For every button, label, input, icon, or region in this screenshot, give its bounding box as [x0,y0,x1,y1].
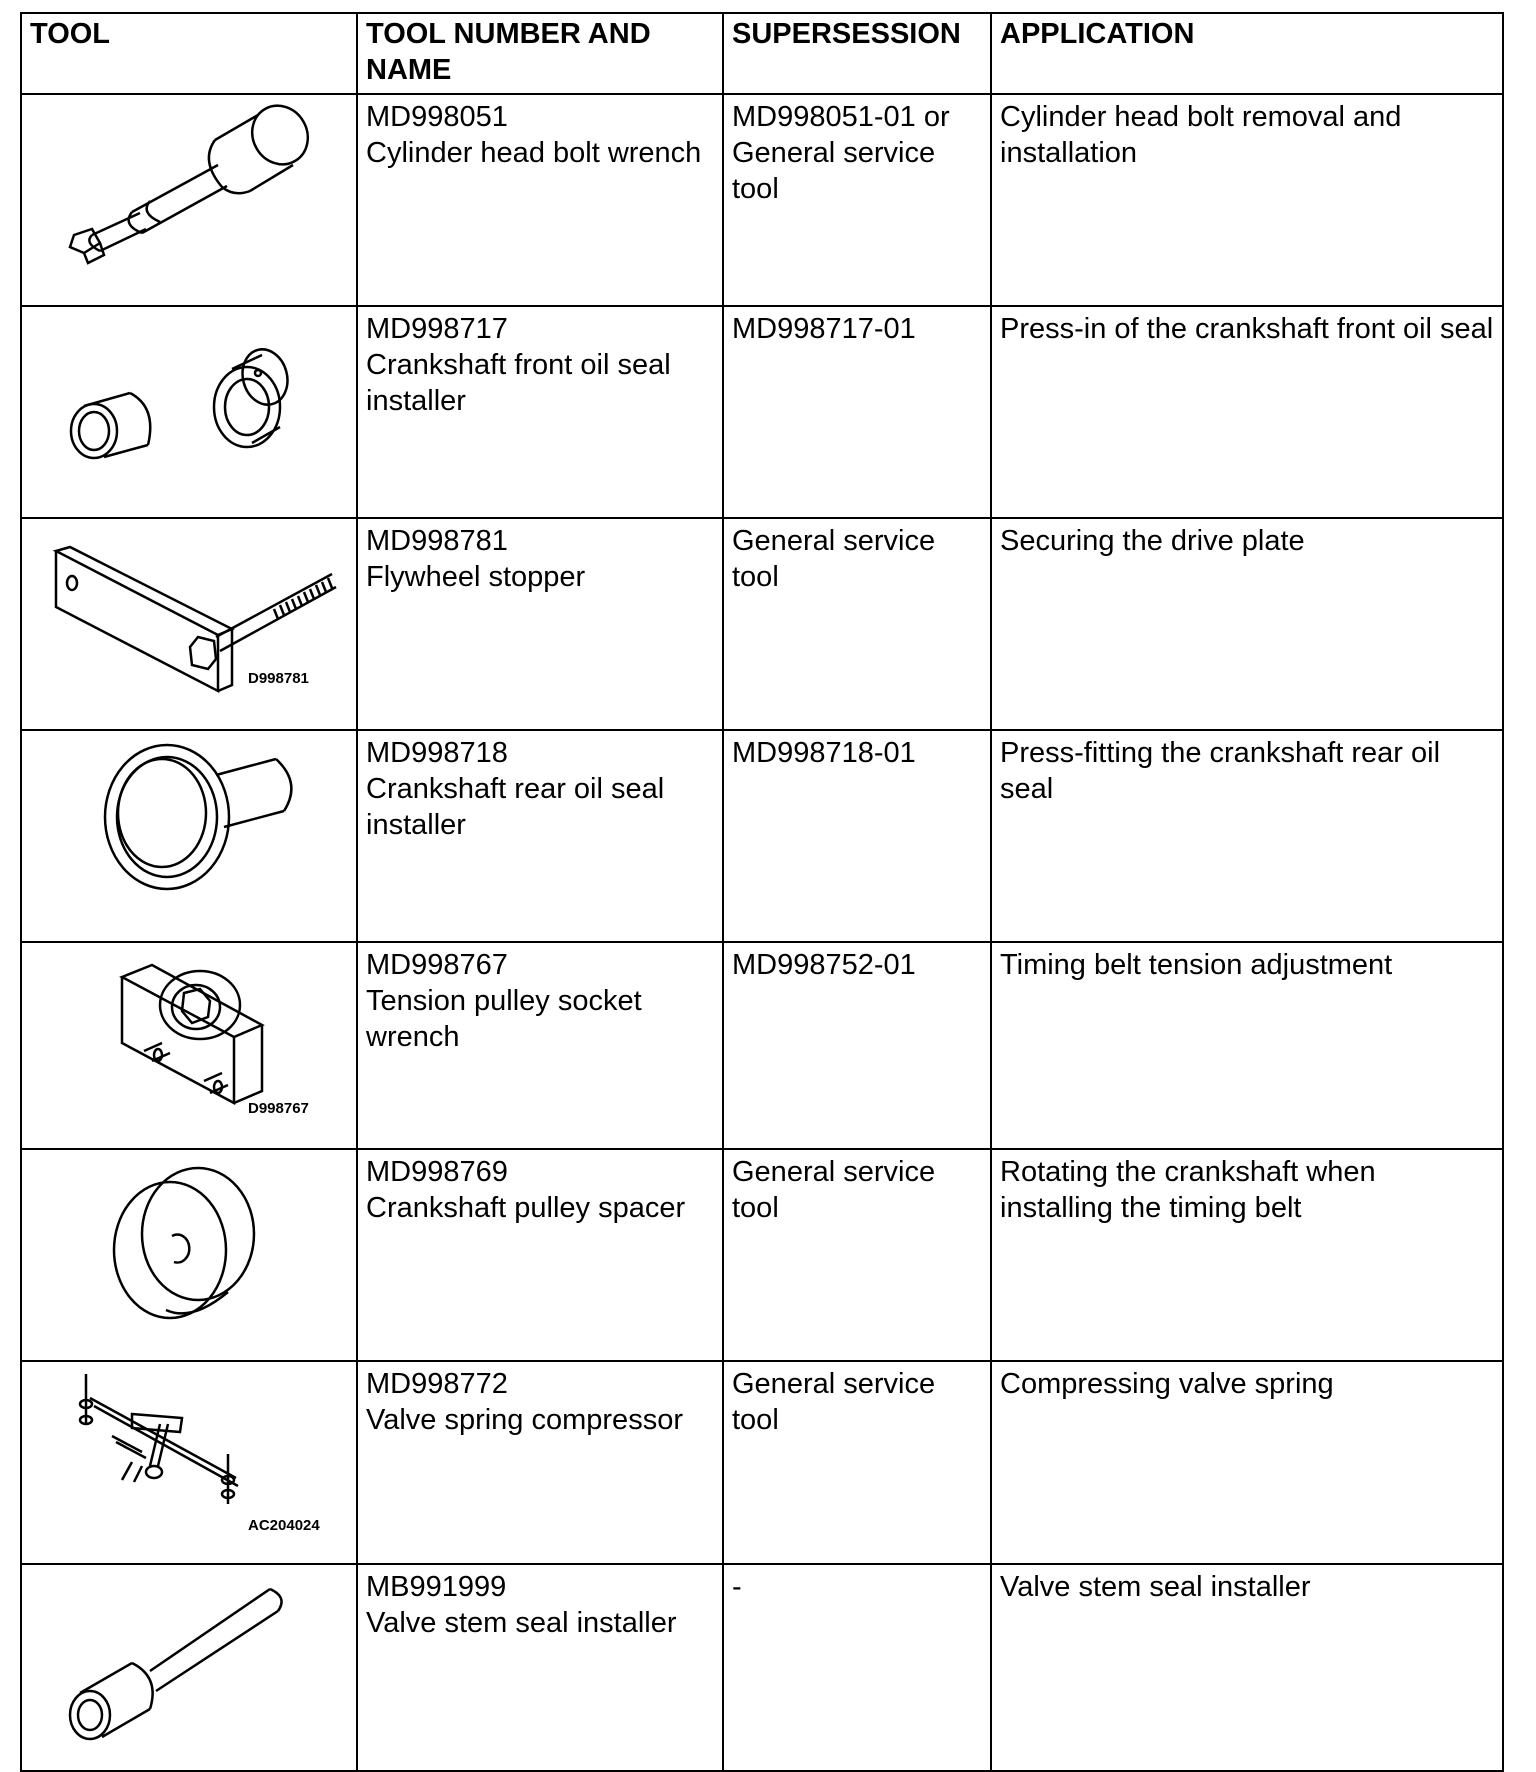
table-row [21,1149,1503,1361]
figure-label: D998781 [248,670,309,687]
tool-name: Valve spring compressor [366,1404,683,1436]
application-cell: Cylinder head bolt removal and installation [991,94,1503,306]
rear-oil-seal-installer-illustration [22,731,357,937]
flywheel-stopper-illustration [22,519,357,725]
supersession-cell: General service tool [723,1149,991,1361]
supersession-cell: - [723,1564,991,1771]
supersession-cell: MD998718-01 [723,730,991,942]
tool-picture-cell [21,1564,357,1771]
tool-name: Crankshaft front oil seal installer [366,349,671,417]
front-oil-seal-installer-illustration [22,307,357,513]
tool-picture-cell [21,1361,357,1564]
tool-number-name-cell [357,1564,723,1771]
header-row [21,13,1503,94]
supersession-cell: General service tool [723,518,991,730]
application-cell: Timing belt tension adjustment [991,942,1503,1149]
header-tool: TOOL [21,13,357,94]
table-row [21,1361,1503,1564]
tool-number-name-cell [357,1149,723,1361]
tool-name: Cylinder head bolt wrench [366,137,702,169]
supersession-cell: MD998051-01 or General service tool [723,94,991,306]
valve-spring-compressor-illustration [22,1362,357,1564]
tool-number: MD998781 [366,525,508,557]
table-row [21,730,1503,942]
header-supersession: SUPERSESSION [723,13,991,94]
tool-number-name-cell [357,94,723,306]
tool-number: MB991999 [366,1571,507,1603]
tool-picture-cell [21,94,357,306]
application-cell: Rotating the crankshaft when installing the timing belt [991,1149,1503,1361]
tool-number-name-cell [357,942,723,1149]
figure-label: D998767 [248,1100,309,1117]
cylinder-head-bolt-wrench-illustration [22,95,357,301]
tool-name: Valve stem seal installer [366,1607,677,1639]
tool-name: Flywheel stopper [366,561,586,593]
table-row [21,518,1503,730]
tool-name: Crankshaft rear oil seal installer [366,773,665,841]
application-cell: Securing the drive plate [991,518,1503,730]
header-application: APPLICATION [991,13,1503,94]
tool-number-name-cell [357,1361,723,1564]
supersession-cell: General service tool [723,1361,991,1564]
tool-picture-cell [21,942,357,1149]
special-tools-table [20,12,1504,1772]
tool-picture-cell [21,306,357,518]
figure-label: AC204024 [248,1517,320,1534]
tool-picture-cell [21,518,357,730]
application-cell: Compressing valve spring [991,1361,1503,1564]
tool-number: MD998769 [366,1156,508,1188]
tool-picture-cell [21,1149,357,1361]
tool-name: Crankshaft pulley spacer [366,1192,686,1224]
application-cell: Press-in of the crankshaft front oil seal [991,306,1503,518]
tool-number: MD998767 [366,949,508,981]
header-number-name: TOOL NUMBER AND NAME [357,13,723,94]
tension-pulley-socket-wrench-illustration [22,943,357,1149]
tool-number-name-cell [357,306,723,518]
tool-name: Tension pulley socket wrench [366,985,642,1053]
supersession-cell: MD998752-01 [723,942,991,1149]
table-row [21,94,1503,306]
application-cell: Press-fitting the crankshaft rear oil seal [991,730,1503,942]
supersession-cell: MD998717-01 [723,306,991,518]
crankshaft-pulley-spacer-illustration [22,1150,357,1356]
table-row [21,942,1503,1149]
tool-picture-cell [21,730,357,942]
tool-number: MD998718 [366,737,508,769]
tool-number: MD998772 [366,1368,508,1400]
table-row [21,306,1503,518]
table-row [21,1564,1503,1771]
tool-number: MD998051 [366,101,508,133]
application-cell: Valve stem seal installer [991,1564,1503,1771]
valve-stem-seal-installer-illustration [22,1565,357,1771]
tool-number-name-cell [357,730,723,942]
tool-number-name-cell [357,518,723,730]
tool-number: MD998717 [366,313,508,345]
